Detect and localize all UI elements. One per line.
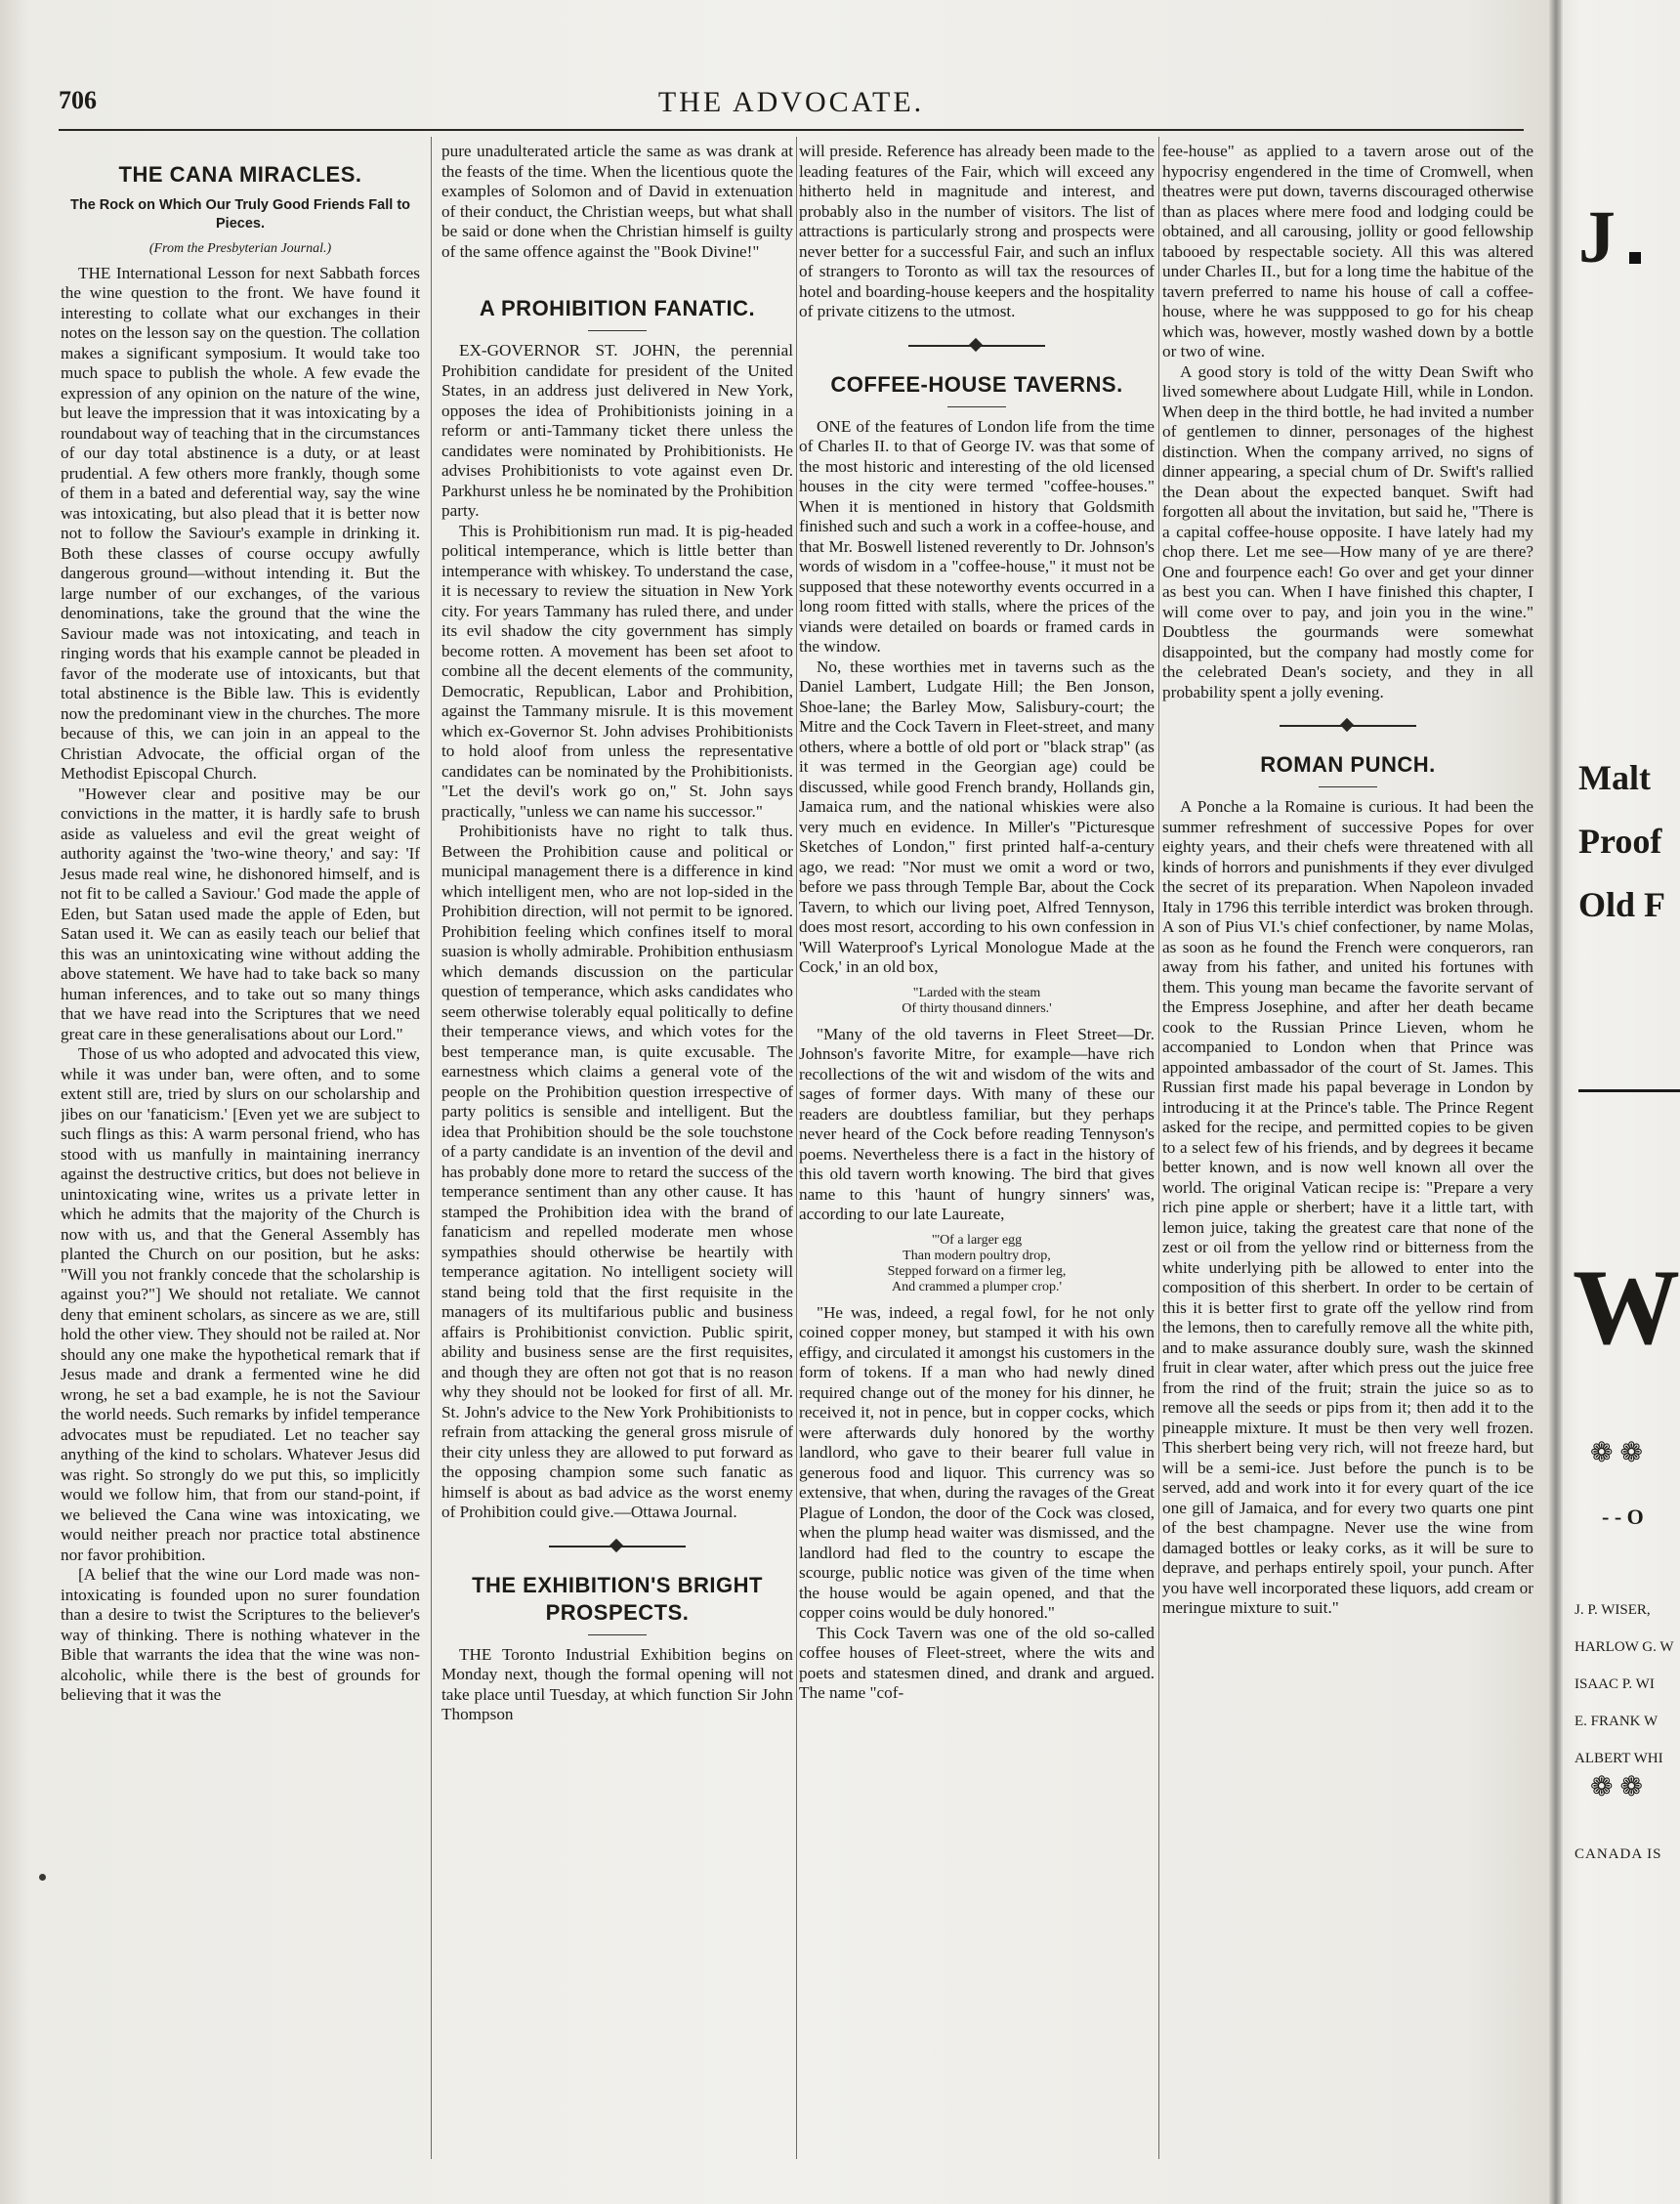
verse-line: "'Of a larger egg — [931, 1232, 1023, 1248]
verse-quote — [799, 986, 1155, 1017]
verse-quote — [799, 1233, 1155, 1295]
paragraph: This is Prohibitionism run mad. It is pig-headed political intemperance, which is little better than intemperance with whiskey. To understand the case, it is necessary to review the situation in New York city. For years Tammany has ruled there, and under its evil shadow the city government has simply become rotten. A movement has been set afoot to combine all the decent elements of the community, Democratic, Republican, Labor and Prohibition, against the Tammany misrule. It is this movement which ex-Governor St. John advises Prohibitionists to hold aloof from unless the representative candidates can be nominated by the Prohibitionists. "Let the devil's work go on," St. John says practically, "unless we can name his successor." — [441, 521, 793, 821]
paragraph: "Many of the old taverns in Fleet Street—Dr. Johnson's favorite Mitre, for example—have rich recollections of the wit and wisdom of the wits and sages of former days. With many of these our readers are doubtless familiar, but they perhaps never heard of the Cock before reading Tennyson's poems. Nevertheless there is a fact in the history of this old tavern worth knowing. The bird that gives name to this 'haunt of hungry sinners' was, according to our late Laureate, — [799, 1024, 1155, 1223]
article-subtitle: The Rock on Which Our Truly Good Friends Fall to Pieces. — [69, 197, 410, 232]
column-divider — [431, 137, 432, 2159]
ad-name: ISAAC P. WI — [1575, 1676, 1655, 1692]
verse-line: "Larded with the steam — [912, 985, 1041, 1000]
ad-rule — [1578, 1089, 1680, 1092]
paragraph: A good story is told of the witty Dean Swift who lived somewhere about Ludgate Hill, while in London. When deep in the third bottle, he had invited a number of gentlemen to dinner, personages of the highest distinction. When the company arrived, no signs of dinner appearing, a special chum of Dr. Swift's rallied the Dean about the expected banquet. Swift had forgotten all about the invitation, but said he, "There is a capital coffee-house opposite. I have lately had my chop there. Let me see—How many of ye are there? One and fourpence each! Go over and get your dinner as best you can. When I have finished this chapter, I will come over to pay, and join you in the wine." Doubtless the gourmands were somewhat disappointed, but the company had mostly come for the celebrated Dean's society, and they in all probability spent a jolly evening. — [1162, 361, 1533, 701]
verse-line: And crammed a plumper crop.' — [892, 1279, 1062, 1294]
title-rule — [947, 406, 1006, 407]
ad-letter: W — [1573, 1248, 1680, 1367]
ad-line: Malt — [1578, 758, 1651, 797]
paragraph: A Ponche a la Romaine is curious. It had been the summer refreshment of successive Popes for over eighty years, and their chefs were threatened with all kinds of horrors and punishments if they ever divulged the secret of its preparation. When Napoleon invaded Italy in 1796 this terrible interdict was broken through. A son of Pius VI.'s chief confectioner, by name Molas, as soon as he found the French were conquerors, ran away from his father, and united his fortunes with them. This young man became the favorite servant of the Empress Josephine, and after her death became cook to the Russian Prince Lieven, whom he accompanied to London when that Prince was appointed ambassador of the court of St. James. This Russian first made his papal beverage in London by introducing it at the Prince's table. The Prince Regent asked for the recipe, and permitted copies to be given to a select few of his friends, and by degrees it became better known, and is now well known all over the world. The original Vatican recipe is: "Prepare a very rich pine apple or sherbert; have it a little tart, with lemon juice, taking the greatest care that none of the zest or oil from the yellow rind or bitterness from the white underlying pith be allowed to enter into the composition of this sherbert. In order to be certain of this it is better first to grate off the yellow rind from the lemons, then to carefully remove all the white pith, and to make assurance doubly sure, wash the skinned fruit in clear water, after which press out the juice free from the rind of the fruit; strain the juice so as to remove all the seeds or pips from it; then add it to the pineapple mixture. It must be then very well frozen. This sherbert being very rich, will not freeze hard, but will be a semi-ice. Just before the punch is to be served, add and work into it for every quart of the ice one gill of Jamaica, and for every two quarts one pint of the best champagne. Never use the wine from damaged bottles or leaky corks, as it will be sure to deprave, and perhaps entirely spoil, your punch. After you have well incorporated these liquors, add cream or meringue mixture to suit." — [1162, 797, 1533, 1617]
column-divider — [796, 137, 797, 2159]
ad-line: Old F — [1578, 885, 1666, 924]
page-header — [59, 86, 1524, 125]
journal-title: THE ADVOCATE. — [657, 86, 925, 118]
paragraph: This Cock Tavern was one of the old so-called coffee houses of Fleet-street, where the wits and poets and statesmen dined, and drank and argued. The name "cof- — [799, 1623, 1155, 1702]
ad-letter: J — [1578, 196, 1616, 278]
paragraph: EX-GOVERNOR ST. JOHN, the perennial Prohibition candidate for president of the United States, in an address just delivered in New York, opposes the idea of Prohibitionists joining in a reform or anti-Tammany ticket there unless the candidates were nominated by Prohibitionists. He advises Prohibitionists to vote against even Dr. Parkhurst unless he be nominated by the Prohibition party. — [441, 341, 793, 520]
paragraph: THE Toronto Industrial Exhibition begins on Monday next, though the formal opening will not take place until Tuesday, at which function Sir John Thompson — [441, 1644, 793, 1723]
paragraph-continued: will preside. Reference has already been made to the leading features of the Fair, which will exceed any hitherto held in magnitude and interest, and probably also in the number of visitors. The list of attractions is particularly strong and prospects were never better for a successful Fair, and such an influx of strangers to Toronto as will tax the resources of hotel and boarding-house keepers and the hospitality of private citizens to the utmost. — [799, 142, 1155, 320]
article-title-exhibition: THE EXHIBITION'S BRIGHT PROSPECTS. — [472, 1572, 763, 1625]
title-rule — [588, 330, 647, 331]
paragraph: Prohibitionists have no right to talk thus. Between the Prohibition cause and political or municipal management there is a difference in kind which intelligent men, who are not lop-sided in the Prohibition direction, will not permit to be ignored. Prohibition feeling which confines itself to moral suasion is wholly admirable. Prohibition enthusiasm which demands discussion on the particular question of temperance, which asks candidates who seem otherwise tolerably equal politically to define their temperance views, and which votes for the best temperance man, is quite excusable. The earnestness which claims a general vote of the people on the Prohibition question irrespective of party politics is sensible and intelligent. But the idea that Prohibition should be the sole touchstone of a party candidate is an invention of the devil and has probably done more to retard the success of the temperance sentiment than any other cause. It has stamped the Prohibition idea with the brand of fanaticism and repelled moderate men whose sympathies should otherwise be heartily with temperance agitation. No intelligent society will stand being told that the first requisite in the managers of its multifarious public and business affairs is Prohibitionist conviction. Public spirit, ability and business sense are the first requisites, and though they are often not got that is no reason why they should not be looked for first of all. Mr. St. John's advice to the New York Prohibitionists to refrain from attacking the general gross misrule of their city unless they are allowed to put forward as the opposing champion some such fanatic as himself is about as bad advice as the worst enemy of Prohibition could give.—Ottawa Journal. — [441, 822, 793, 1521]
verse-line: Stepped forward on a firmer leg, — [887, 1263, 1067, 1279]
article-title-prohibition-fanatic: A PROHIBITION FANATIC. — [479, 296, 756, 320]
section-divider — [549, 1541, 686, 1552]
ornament-icon: ❁ ❁ — [1590, 1772, 1643, 1802]
section-divider — [1280, 720, 1416, 732]
ad-text: CANADA IS — [1575, 1846, 1662, 1862]
paragraph: "He was, indeed, a regal fowl, for he not only coined copper money, but stamped it with his own effigy, and circulated it amongst his customers in the form of tokens. If a man who had newly dined required change out of the money for his dinner, he received it, not in pence, but in copper cocks, which were afterwards duly honored by the worthy landlord, who gave to their bearer full value in generous food and liquor. This currency was so extensive, that when, during the ravages of the Great Plague of London, the door of the Cock was closed, when the plump head waiter was dismissed, and the landlord had fled to the country to escape the scourge, public notice was given of the time when the house would be again opened, and that the copper coins would be duly honored." — [799, 1302, 1155, 1622]
ad-name: J. P. WISER, — [1575, 1602, 1651, 1618]
column-3 — [799, 142, 1155, 2154]
paragraph-continued: pure unadulterated article the same as was drank at the feasts of the time. When the licentious quote the examples of Solomon and of David in extenuation of their conduct, the Christian weeps, but what shall be said or done when the Christian himself is guilty of the same offence against the "Book Divine!" — [441, 142, 793, 261]
ad-name: E. FRANK W — [1575, 1714, 1659, 1729]
section-divider — [908, 340, 1045, 352]
paragraph: THE International Lesson for next Sabbath forces the wine question to the front. We have found it interesting to collate what our exchanges in their notes on the lesson say on the question. The collation makes a significant symposium. It would take too much space to publish the whole. A few evade the expression of any opinion on the nature of the wine, but leave the impression that it was intoxicating by a roundabout way of teaching that in the circumstances of our day total abstinence is a duty, or at least prudential. A few others more frankly, though some of them in a bated and deferential way, say the wine was intoxicating, but also plead that it is better now not to follow the Saviour's example in drinking it. Both these classes of course occupy awfully dangerous ground—without intending it. But the large number of our exchanges, of the various denominations, take the ground that the wine the Saviour made was not intoxicating, and teach in ringing words that his example cannot be pleaded in favor of the moderate use of intoxicants, but that total abstinence is the Bible law. This is evidently now the predominant view in the churches. The more because of this, we can join in an appeal to the Christian Advocate, the official organ of the Methodist Episcopal Church. — [61, 263, 420, 783]
column-divider — [1158, 137, 1159, 2159]
paragraph-continued: fee-house" as applied to a tavern arose out of the hypocrisy engendered in the time of Cromwell, when theatres were put down, taverns discouraged otherwise than as places where mere food and lodging could be obtained, and all carousing, jollity or good fellowship tabooed by respectable society. All this was altered under Charles II., but for a long time the habitue of the tavern preferred to name his house of call a coffee-house, where he was suppposed to go for his cheap which was, however, mostly washed down by a bottle or two of wine. — [1162, 142, 1533, 360]
ad-period — [1629, 252, 1641, 264]
paragraph: "However clear and positive may be our convictions in the matter, it is hardly safe to brush aside as valueless and evil the great weight of authority against the 'two-wine theory,' and say: 'If Jesus made real wine, he dishonored himself, and is not fit to be called a Saviour.' God made the apple of Eden, but Satan used made the apple of Eden, but Satan used it. We can as easily teach our belief that this was an unintoxicating wine without adding the above statement. We have had to take back so many human inferences, and to take out so many things that we have read into the Scriptures that we need great care in these generalisations about our Lord." — [61, 784, 420, 1043]
article-title-coffee-house-taverns: COFFEE-HOUSE TAVERNS. — [830, 371, 1123, 397]
verse-line: Of thirty thousand dinners.' — [902, 1000, 1052, 1016]
binding-gutter — [1549, 0, 1563, 2204]
column-2 — [441, 142, 793, 2154]
article-source: (From the Presbyterian Journal.) — [148, 241, 332, 256]
title-rule — [588, 1634, 647, 1635]
column-1 — [61, 142, 420, 2154]
ad-text: - - O — [1602, 1505, 1644, 1529]
paragraph: Those of us who adopted and advocated this view, while it was under ban, were often, and to some extent still are, tried by slurs on our scholarship and jibes on our 'fanaticism.' [Even yet we are subject to such flings as this: A warm personal friend, who has stood with us manfully in maintaining inerrancy against the destructive critics, but does not believe in unintoxicating wine, writes us a private letter in which he admits that the majority of the Church is now with us, and that the General Assembly has planted the Church on our position, but he asks: "Will you not frankly concede that the scholarship is against you?"] We should not retaliate. We cannot deny that eminent scholars, as sincere as we are, still hold the other view. They should not be railed at. Nor should any one make the hypothetical remark that if Jesus made and drank a fermented wine he did wrong, he set a bad example, he is not the Saviour the world needs. Such remarks by infidel temperance advocates must be repudiated. Let no teacher say anything of the kind to scholars. Whatever Jesus did was right. So strongly do we put this, so implicitly would we follow him, that from our stand-point, if we believed the Cana wine was intoxicating, we would neither preach nor practice total abstinence nor favor prohibition. — [61, 1044, 420, 1564]
page-number: 706 — [59, 86, 97, 114]
verse-line: Than modern poultry drop, — [903, 1248, 1051, 1263]
title-rule — [1319, 786, 1377, 787]
article-title-roman-punch: ROMAN PUNCH. — [1260, 752, 1436, 777]
header-rule — [59, 129, 1524, 131]
article-title-cana-miracles: THE CANA MIRACLES. — [118, 162, 362, 187]
ad-line: Proof — [1578, 822, 1662, 861]
paragraph: [A belief that the wine our Lord made was non-intoxicating is founded upon no surer foundation than a desire to twist the Scriptures to the believer's way of thinking. There is nothing whatever in the Bible that warrants the idea that the wine was non-alcoholic, while there is the best of grounds for believing that it was the — [61, 1565, 420, 1704]
paragraph: No, these worthies met in taverns such as the Daniel Lambert, Ludgate Hill; the Ben Jonson, Shoe-lane; the Barley Mow, Salisbury-court; the Mitre and the Cock Tavern in Fleet-street, and many others, where a bottle of old port or "black strap" (as it was termed in the Georgian age) could be discussed, while good French brandy, Hollands gin, Jamaica rum, and the national whiskies were also very much en evidence. In Miller's "Picturesque Sketches of London," first printed half-a-century ago, we read: "Nor must we omit a word or two, before we pass through Temple Bar, about the Cock Tavern, to which our living poet, Alfred Tennyson, does most resort, according to his own confession in 'Will Waterproof's Lyrical Monologue Made at the Cock,' in an old box, — [799, 657, 1155, 976]
ornament-icon: ❁ ❁ — [1590, 1438, 1643, 1468]
paragraph: ONE of the features of London life from the time of Charles II. to that of George IV. was that some of the most historic and interesting of the old licensed houses in the city were termed "coffee-houses." When it is mentioned in history that Goldsmith finished such and such a work in a coffee-house, and that Mr. Boswell listened reverently to Dr. Johnson's words of wisdom in a "coffee-house," it must not be supposed that these noteworthy events occurred in a long room fitted with stalls, where the prices of the viands were detailed on boards or framed cards in the window. — [799, 416, 1155, 656]
column-4 — [1162, 142, 1533, 2154]
ad-name: ALBERT WHI — [1575, 1751, 1663, 1766]
advertisement-fragment — [1569, 0, 1680, 2204]
ink-spot — [39, 1874, 46, 1881]
ad-name: HARLOW G. W — [1575, 1639, 1674, 1655]
